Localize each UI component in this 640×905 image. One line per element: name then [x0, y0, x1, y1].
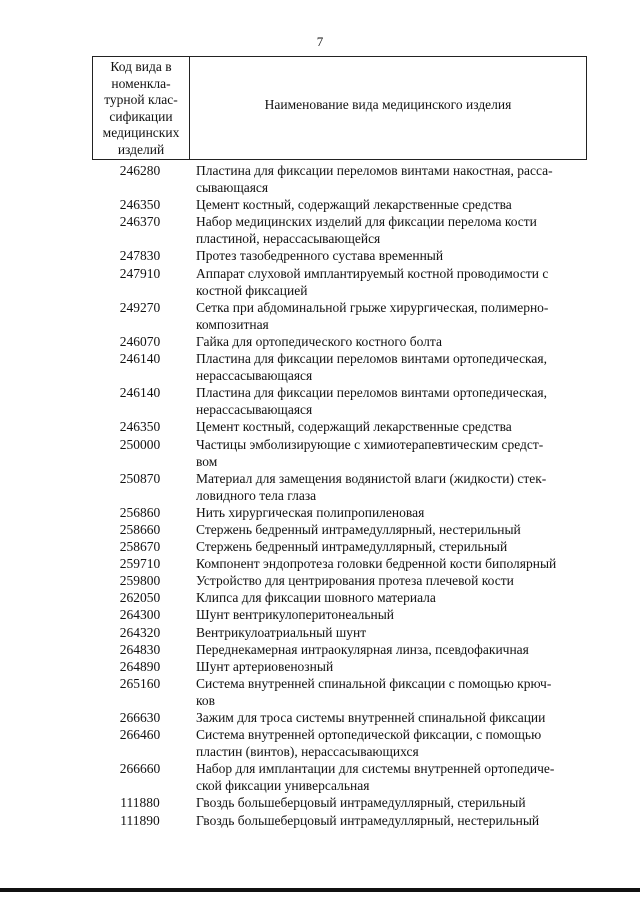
row-name: Переднекамерная интраокулярная линза, псевдофакичная [196, 641, 529, 657]
header-code-cell: Код вида в номенкла- турной клас- сификации медицинских изделий [93, 57, 190, 159]
table-header [92, 56, 587, 160]
row-name: Клипса для фиксации шовного материала [196, 590, 436, 606]
row-name: Система внутренней ортопедической фиксации, с помощью пластин (винтов), нерассасывающихся [196, 727, 542, 760]
row-name: Цемент костный, содержащий лекарственные средства [196, 197, 512, 213]
row-name: Частицы эмболизирующие с химиотерапевтическим средст- вом [196, 436, 544, 469]
row-code: 249270 [119, 299, 161, 315]
row-name: Вентрикулоатриальный шунт [196, 624, 367, 640]
table-row [92, 794, 597, 811]
row-name: Гвоздь большеберцовый интрамедуллярный, стерильный [196, 795, 526, 811]
row-code: 264320 [119, 624, 161, 640]
table-row [92, 299, 597, 333]
row-name: Система внутренней спинальной фиксации с помощью крюч- ков [196, 675, 552, 708]
row-name: Компонент эндопротеза головки бедренной кости биполярный [196, 556, 557, 572]
row-code: 250000 [119, 436, 161, 452]
row-name: Гвоздь большеберцовый интрамедуллярный, нестерильный [196, 812, 540, 828]
row-name: Пластина для фиксации переломов винтами ортопедическая, нерассасывающаяся [196, 351, 547, 384]
row-code: 246350 [119, 197, 161, 213]
row-code: 266630 [119, 710, 161, 725]
row-code: 266660 [119, 761, 161, 777]
row-code: 246140 [119, 385, 161, 401]
row-code: 250870 [119, 470, 161, 486]
row-name: Пластина для фиксации переломов винтами ортопедическая, нерассасывающаяся [196, 385, 547, 418]
row-code: 264890 [119, 658, 161, 674]
row-name: Стержень бедренный интрамедуллярный, нестерильный [196, 521, 521, 537]
table-row [92, 709, 597, 726]
table-body [92, 162, 597, 829]
table-row [92, 504, 597, 521]
row-name: Нить хирургическая полипропиленовая [196, 504, 425, 520]
header-name-cell [190, 57, 586, 159]
row-name: Сетка при абдоминальной грыже хирургическая, полимерно- композитная [196, 299, 549, 332]
table-row [92, 572, 597, 589]
row-code: 247910 [119, 265, 161, 281]
row-code: 264830 [119, 641, 161, 657]
table-row [92, 350, 597, 384]
table-row [92, 196, 597, 213]
row-name: Цемент костный, содержащий лекарственные средства [196, 419, 512, 435]
row-code: 262050 [119, 590, 161, 606]
row-name: Шунт вентрикулоперитонеальный [196, 607, 394, 623]
table-row [92, 470, 597, 504]
table-row [92, 418, 597, 435]
row-name: Стержень бедренный интрамедуллярный, стерильный [196, 539, 508, 555]
row-code: 265160 [119, 675, 161, 691]
table-row [92, 606, 597, 623]
table-row [92, 658, 597, 675]
row-name: Устройство для центрирования протеза плечевой кости [196, 573, 514, 589]
row-code: 246350 [119, 419, 161, 435]
table-row [92, 213, 597, 247]
table-row [92, 333, 597, 350]
bottom-rule [0, 888, 640, 892]
row-name: Пластина для фиксации переломов винтами накостная, расса- сывающаяся [196, 163, 553, 196]
table-row [92, 675, 597, 709]
table-row [92, 265, 597, 299]
row-code: 111880 [120, 795, 160, 811]
table-row [92, 384, 597, 418]
row-name: Гайка для ортопедического костного болта [196, 333, 442, 349]
row-code: 246140 [119, 351, 161, 367]
row-code: 247830 [119, 248, 161, 264]
page-number: 7 [316, 34, 324, 49]
row-code: 264300 [119, 607, 161, 623]
table-row [92, 521, 597, 538]
row-code: 266460 [119, 727, 161, 743]
row-name: Зажим для троса системы внутренней спинальной фиксации [196, 710, 546, 725]
row-code: 259710 [119, 556, 161, 572]
row-code: 246070 [119, 333, 161, 349]
row-code: 111890 [120, 812, 160, 828]
row-name: Протез тазобедренного сустава временный [196, 248, 444, 264]
table-row [92, 538, 597, 555]
table-row [92, 641, 597, 658]
table-row [92, 436, 597, 470]
table-row [92, 624, 597, 641]
table-row [92, 589, 597, 606]
row-code: 258660 [119, 521, 161, 537]
row-code: 256860 [119, 504, 161, 520]
row-code: 246280 [119, 163, 161, 178]
row-code: 259800 [119, 573, 161, 589]
row-code: 258670 [119, 539, 161, 555]
table-row [92, 812, 597, 829]
table-row [92, 555, 597, 572]
table-row [92, 726, 597, 760]
row-name: Шунт артериовенозный [196, 658, 334, 674]
table-row [92, 162, 597, 196]
table-row [92, 760, 597, 794]
row-name: Материал для замещения водянистой влаги (жидкости) стек- ловидного тела глаза [196, 470, 547, 503]
table-row [92, 247, 597, 264]
header-name-label: Наименование вида медицинского изделия [264, 97, 512, 112]
row-name: Аппарат слуховой имплантируемый костной проводимости с костной фиксацией [196, 265, 549, 298]
row-name: Набор медицинских изделий для фиксации перелома кости пластиной, нерассасывающейся [196, 214, 537, 247]
row-code: 246370 [119, 214, 161, 230]
row-name: Набор для имплантации для системы внутренней ортопедиче- ской фиксации универсальная [196, 761, 555, 794]
